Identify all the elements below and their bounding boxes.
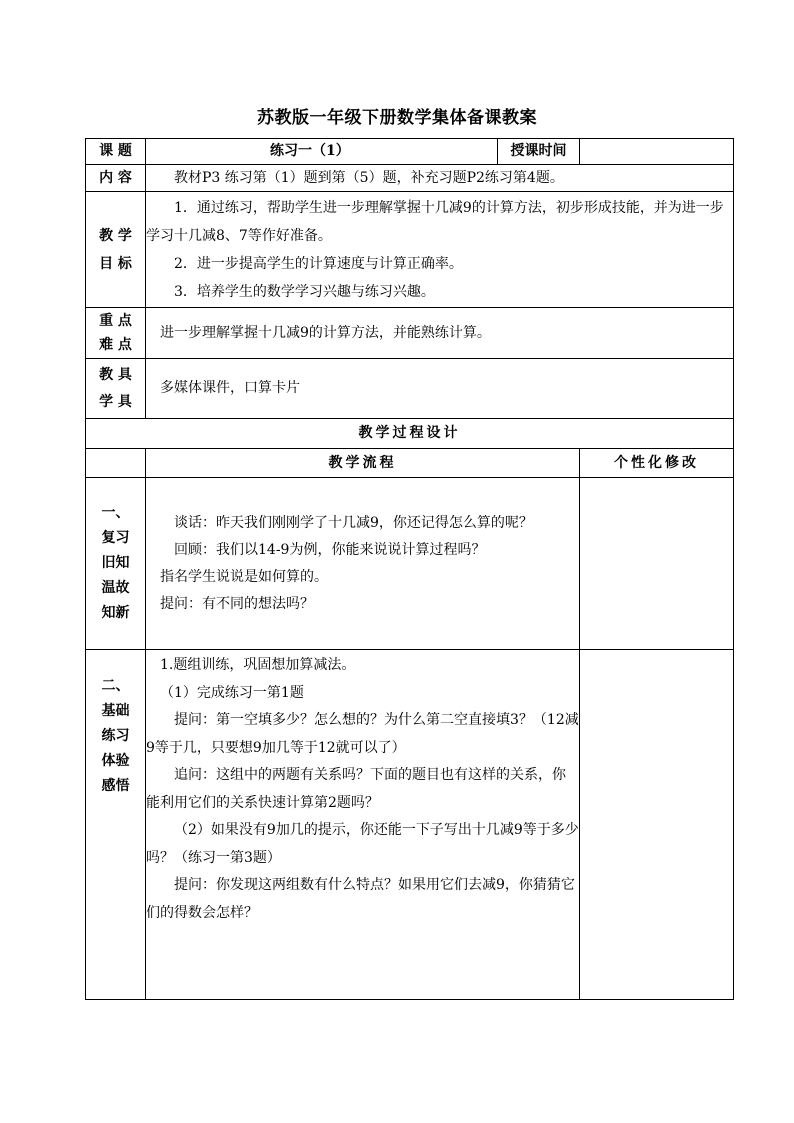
keypoints-value: 进一步理解掌握十几减9的计算方法，并能熟练计算。 — [146, 308, 734, 359]
goals-label-line-1: 教 学 — [99, 227, 132, 244]
tools-value: 多媒体课件，口算卡片 — [146, 359, 734, 419]
goal-item: 1．通过练习，帮助学生进一步理解掌握十几减9的计算方法，初步形成技能，并为进一步学习十几减8、7等作好准备。 — [146, 199, 724, 244]
section-1-label-line: 旧知 — [101, 555, 130, 571]
section-2-label — [86, 650, 146, 1000]
time-label: 授课时间 — [498, 139, 580, 165]
section-2-label-line: 感悟 — [101, 778, 130, 794]
goals-row — [86, 192, 734, 308]
keypoints-row — [86, 308, 734, 359]
document-title: 苏教版一年级下册数学集体备课教案 — [257, 108, 537, 128]
process-section-2 — [86, 650, 734, 1000]
section-1-flow — [146, 478, 580, 650]
flow-paragraph: （1）完成练习一第1题 — [160, 684, 304, 701]
goals-label-line-2: 目 标 — [99, 255, 132, 272]
flow-paragraph: 回顾：我们以14-9为例，你能来说说计算过程吗？ — [174, 541, 486, 558]
flow-paragraph: 谈话：昨天我们刚刚学了十几减9，你还记得怎么算的呢？ — [174, 514, 533, 531]
section-2-flow — [146, 650, 580, 1000]
flow-paragraph: 指名学生说说是如何算的。 — [160, 568, 328, 585]
process-header-blank — [86, 449, 146, 478]
section-1-label-line: 知新 — [101, 605, 130, 621]
content-value: 教材P3 练习第（1）题到第（5）题，补充习题P2练习第4题。 — [146, 165, 734, 192]
process-header-row — [86, 449, 734, 478]
flow-paragraph: 1.题组训练，巩固想加算减法。 — [160, 657, 356, 673]
goals-cell — [146, 192, 734, 308]
process-heading: 教学过程设计 — [86, 419, 734, 449]
flow-header: 教学流程 — [146, 449, 580, 478]
keypoints-label-line-1: 重 点 — [99, 313, 132, 329]
section-1-modification — [580, 478, 734, 650]
topic-value: 练习一（1） — [146, 139, 498, 165]
section-1-label — [86, 478, 146, 650]
section-1-label-line: 温故 — [101, 580, 130, 596]
flow-paragraph: （2）如果没有9加几的提示，你还能一下子写出十几减9等于多少吗？（练习一第3题） — [146, 822, 579, 866]
keypoints-label — [86, 308, 146, 359]
section-2-label-line: 二、 — [101, 678, 130, 694]
flow-paragraph: 提问：你发现这两组数有什么特点？如果用它们去减9，你猜猜它们的得数会怎样？ — [146, 877, 575, 921]
content-row — [86, 165, 734, 192]
flow-paragraph: 提问：第一空填多少？怎么想的？为什么第二空直接填3？（12减9等于几，只要想9加几等于12就可以了） — [146, 712, 579, 756]
keypoints-label-line-2: 难 点 — [99, 337, 132, 353]
section-2-label-line: 基础 — [101, 703, 130, 719]
process-section-1 — [86, 478, 734, 650]
goal-item: 3．培养学生的数学学习兴趣与练习兴趣。 — [174, 283, 435, 300]
section-1-label-line: 一、 — [101, 505, 130, 521]
lesson-plan-table — [85, 138, 734, 1000]
flow-paragraph: 追问：这组中的两题有关系吗？下面的题目也有这样的关系，你能利用它们的关系快速计算第2题吗？ — [146, 767, 566, 811]
tools-label-line-1: 教 具 — [99, 366, 132, 383]
tools-label — [86, 359, 146, 419]
goals-label — [86, 192, 146, 308]
time-value — [580, 139, 734, 165]
goal-item: 2．进一步提高学生的计算速度与计算正确率。 — [174, 255, 463, 272]
section-2-modification — [580, 650, 734, 1000]
topic-label: 课 题 — [86, 139, 146, 165]
process-heading-row — [86, 419, 734, 449]
section-2-label-line: 练习 — [101, 728, 130, 744]
tools-row — [86, 359, 734, 419]
modify-header: 个性化修改 — [580, 449, 734, 478]
topic-row — [86, 139, 734, 165]
section-1-label-line: 复习 — [101, 530, 130, 546]
section-2-label-line: 体验 — [101, 753, 130, 769]
flow-paragraph: 提问：有不同的想法吗？ — [160, 595, 314, 612]
content-label: 内 容 — [86, 165, 146, 192]
tools-label-line-2: 学 具 — [99, 393, 132, 410]
